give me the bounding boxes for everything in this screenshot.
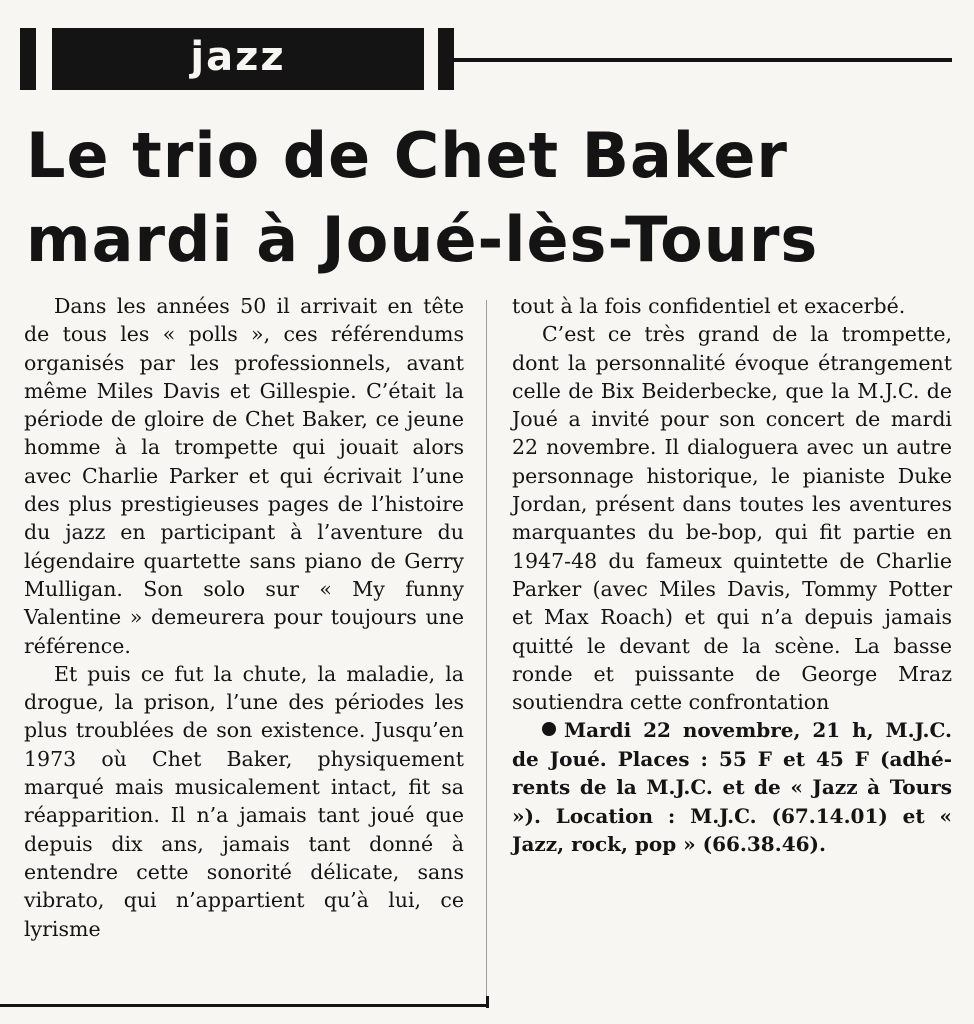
headline — [26, 114, 956, 282]
rubric-label: jazz — [190, 34, 286, 80]
article-paragraph-3: C’est ce très grand de la trompette, dont la personnalité évoque étrangement celle de Bix Beiderbecke, que la M.J.C. de Joué a invité pour son concert de mardi 22 novembre. Il dialoguera avec un autre personnage historique, le pianiste Duke Jordan, présent dans toutes les aventures marquantes du be-bop, qui fit partie en 1947-48 du fameux quintette de Charlie Parker (avec Miles Davis, Tommy Potter et Max Roach) et qui n’a depuis jamais quitté le devant de la scène. La basse ronde et puissante de George Mraz soutiendra cette confrontation — [512, 322, 952, 715]
bottom-rule-corner — [486, 996, 489, 1008]
bottom-rule — [0, 1004, 488, 1007]
rubric-box — [52, 28, 424, 90]
bullet-icon — [542, 722, 556, 736]
article-paragraph-2: Et puis ce fut la chute, la maladie, la drogue, la prison, l’une des périodes les plus troublées de son existence. Jusqu’en 1973 où Chet Baker, physiquement marqué mais musicalement intact, fit sa réapparition. Il n’a jamais tant joué que depuis dix ans, jamais tant donné à entendre cette sonorité délicate, sans vibrato, qui n’appartient qu’à lui, ce lyrisme — [24, 661, 464, 941]
headline-line-1: Le trio de Chet Baker — [26, 119, 789, 192]
article-continuation: tout à la fois confidentiel et exacerbé. — [512, 294, 906, 318]
article-column-right — [512, 292, 952, 859]
column-divider — [486, 300, 487, 1000]
event-info — [512, 716, 952, 859]
article-paragraph-1: Dans les années 50 il arrivait en tête de tous les « polls », ces référendums organisés par les professionnels, avant même Miles Davis et Gillespie. C’était la période de gloire de Chet Baker, ce jeune homme à la trompette qui jouait alors avec Charlie Parker et qui écrivait l’une des plus prestigieuses pages de l’histoire du jazz en participant à l’aventure du légendaire quartette sans piano de Gerry Mulligan. Son solo sur « My funny Valentine » demeurera pour toujours une référence. — [24, 294, 464, 658]
article-column-left — [24, 292, 464, 943]
rubric-rule — [454, 58, 952, 62]
rubric-bar-left — [20, 28, 36, 90]
headline-line-2: mardi à Joué-lès-Tours — [26, 203, 819, 276]
rubric-bar-right — [438, 28, 454, 90]
event-info-text: Mardi 22 novembre, 21 h, M.J.C. de Joué. Places : 55 F et 45 F (adhérents de la M.J.C. et de « Jazz à Tours »). Location : M.J.C. (67.14.01) et « Jazz, rock, pop » (66.38.46). — [512, 718, 952, 857]
